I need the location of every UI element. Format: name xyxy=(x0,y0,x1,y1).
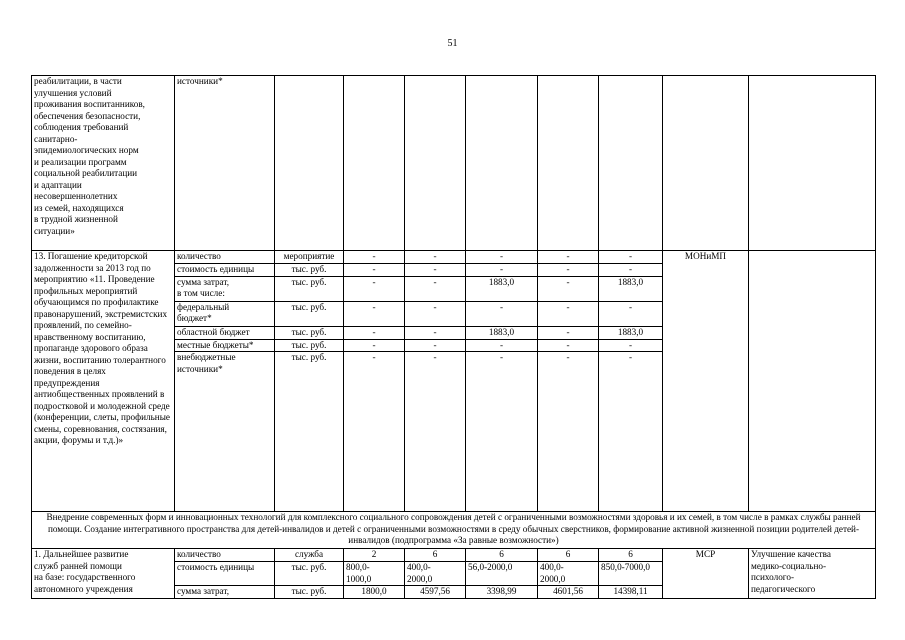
indicator-name: местные бюджеты* xyxy=(175,339,275,352)
value-cell: - xyxy=(405,339,466,352)
indicator-unit: тыс. руб. xyxy=(275,562,344,586)
value-cell: - xyxy=(538,352,599,512)
value-cell: - xyxy=(344,276,405,301)
value-cell: 14398,11 xyxy=(599,586,663,599)
indicator-unit: тыс. руб. xyxy=(275,264,344,277)
value-cell: - xyxy=(405,352,466,512)
value-cell: - xyxy=(538,339,599,352)
value-cell: 1883,0 xyxy=(466,276,538,301)
value-cell: - xyxy=(405,251,466,264)
value-cell: 6 xyxy=(599,549,663,562)
indicator-unit: тыс. руб. xyxy=(275,276,344,301)
value-cell: - xyxy=(344,301,405,326)
indicator-name: количество xyxy=(175,251,275,264)
indicator-name: областной бюджет xyxy=(175,326,275,339)
indicator-name: сумма затрат, в том числе: xyxy=(175,276,275,301)
indicator-name: количество xyxy=(175,549,275,562)
value-cell: 4601,56 xyxy=(538,586,599,599)
indicator-name: федеральный бюджет* xyxy=(175,301,275,326)
value-cell: 850,0-7000,0 xyxy=(599,562,663,586)
value-cell: - xyxy=(466,264,538,277)
table-row xyxy=(32,549,876,562)
value-cell: - xyxy=(538,276,599,301)
value-cell: - xyxy=(344,251,405,264)
indicator-unit: тыс. руб. xyxy=(275,339,344,352)
value-cell: - xyxy=(599,251,663,264)
value-cell: - xyxy=(344,326,405,339)
table-row xyxy=(32,251,876,264)
value-cell: - xyxy=(405,326,466,339)
value-cell: - xyxy=(599,339,663,352)
funding-source-cell: источники* xyxy=(175,76,275,251)
value-cell: - xyxy=(599,352,663,512)
value-cell: 800,0- 1000,0 xyxy=(344,562,405,586)
value-cell: - xyxy=(344,352,405,512)
indicator-unit: мероприятие xyxy=(275,251,344,264)
value-cell: - xyxy=(405,301,466,326)
section-heading: Внедрение современных форм и инновационных технологий для комплексного социального сопровождения детей с ограниченными возможностями здоровья и их семей, в том числе в рамках службы ранней помощи. Создание интегративного пространства для детей-инвалидов и детей с ограниченными возможностями в среду обычных сверстников, формирование активной жизненной позиции родителей детей-инвалидов (подпрограмма «За равные возможности») xyxy=(32,512,876,549)
indicator-name: стоимость единицы xyxy=(175,562,275,586)
executor-cell: МОНиМП xyxy=(663,251,749,512)
value-cell: 2 xyxy=(344,549,405,562)
expected-result-cell: Улучшение качества медико-социально- психолого- педагогического xyxy=(749,549,876,599)
value-cell: 1883,0 xyxy=(599,326,663,339)
indicator-unit: тыс. руб. xyxy=(275,352,344,512)
value-cell: - xyxy=(538,326,599,339)
table-row xyxy=(32,76,876,251)
value-cell: 400,0- 2000,0 xyxy=(538,562,599,586)
value-cell: 1883,0 xyxy=(466,326,538,339)
value-cell: 4597,56 xyxy=(405,586,466,599)
value-cell: 1800,0 xyxy=(344,586,405,599)
value-cell: - xyxy=(405,264,466,277)
value-cell: 56,0-2000,0 xyxy=(466,562,538,586)
value-cell: 6 xyxy=(538,549,599,562)
value-cell: - xyxy=(466,251,538,264)
event-title-cell: 1. Дальнейшее развитие служб ранней помощи на базе: государственного автономного учреждения xyxy=(32,549,175,599)
value-cell: - xyxy=(538,264,599,277)
value-cell: 6 xyxy=(466,549,538,562)
value-cell: - xyxy=(466,301,538,326)
value-cell: 3398,99 xyxy=(466,586,538,599)
program-table xyxy=(31,75,876,599)
indicator-unit: тыс. руб. xyxy=(275,326,344,339)
value-cell: 1883,0 xyxy=(599,276,663,301)
value-cell: - xyxy=(599,301,663,326)
value-cell: - xyxy=(599,264,663,277)
event-title-cell: реабилитации, в части улучшения условий проживания воспитанников, обеспечения безопасности, соблюдения требований санитарно- эпидемиологических норм и реализации программ социальной реабилитации и адаптации несовершеннолетних из семей, находящихся в трудной жизненной ситуации» xyxy=(32,76,175,251)
value-cell: - xyxy=(344,339,405,352)
indicator-name: сумма затрат, xyxy=(175,586,275,599)
event-title-cell: 13. Погашение кредиторской задолженности за 2013 год по мероприятию «11. Проведение профильных мероприятий обучающимся по профилактике правонарушений, экстремистских проявлений, по семейно-нравственному воспитанию, пропаганде здорового образа жизни, воспитанию толерантного поведения в целях предупреждения антиобщественных проявлений в подростковой и молодежной среде (конференции, слеты, профильные смены, соревнования, состязания, акции, форумы и т.д.)» xyxy=(32,251,175,512)
value-cell: - xyxy=(466,352,538,512)
page-number: 51 xyxy=(447,38,458,49)
value-cell: - xyxy=(538,301,599,326)
indicator-name: стоимость единицы xyxy=(175,264,275,277)
indicator-unit: служба xyxy=(275,549,344,562)
value-cell: 400,0- 2000,0 xyxy=(405,562,466,586)
value-cell: 6 xyxy=(405,549,466,562)
value-cell: - xyxy=(405,276,466,301)
indicator-name: внебюджетные источники* xyxy=(175,352,275,512)
value-cell: - xyxy=(344,264,405,277)
value-cell: - xyxy=(466,339,538,352)
table-row xyxy=(32,512,876,549)
indicator-unit: тыс. руб. xyxy=(275,301,344,326)
executor-cell: МСР xyxy=(663,549,749,599)
indicator-unit: тыс. руб. xyxy=(275,586,344,599)
value-cell: - xyxy=(538,251,599,264)
